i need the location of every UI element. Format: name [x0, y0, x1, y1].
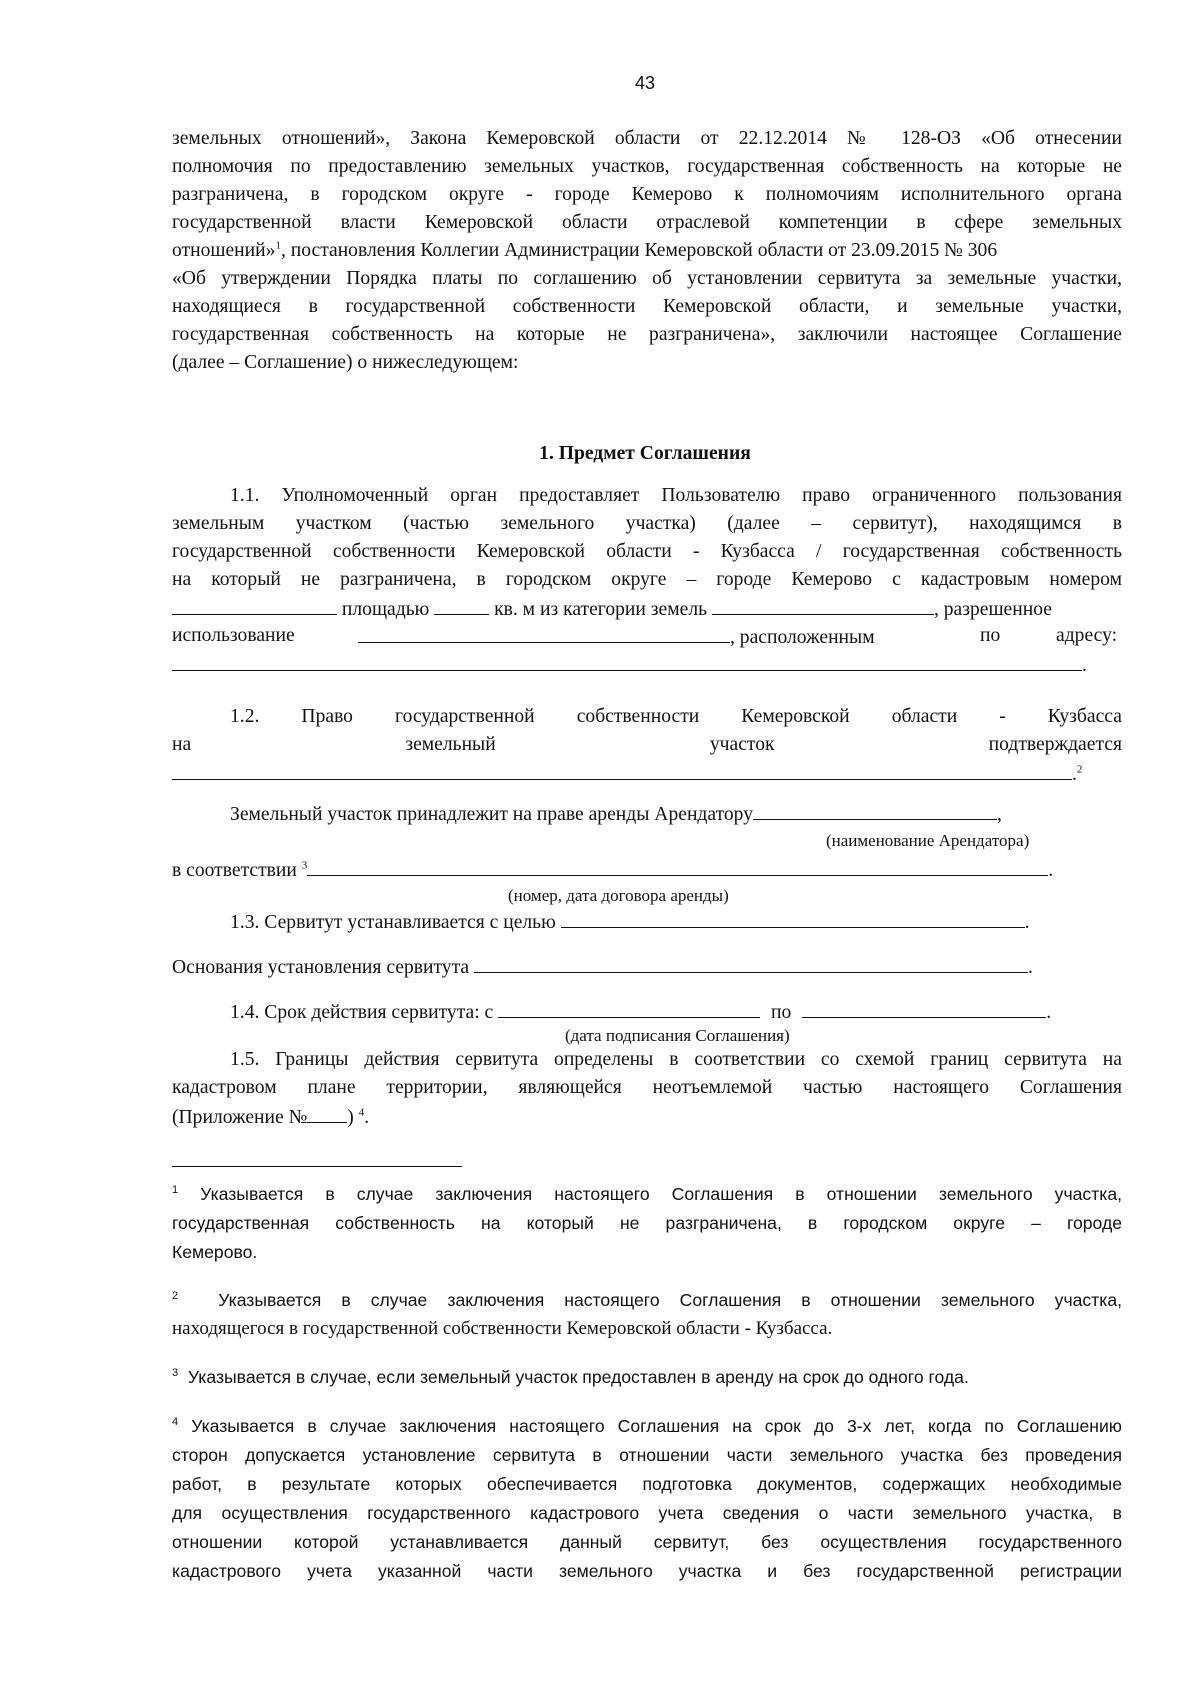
annex-label: (Приложение № — [172, 1107, 308, 1128]
intro-text: , постановления Коллегии Администрации Кемеровской области от 23.09.2015 № 306 — [280, 240, 998, 261]
footnote-text: Указывается в случае заключения настоящего Соглашения в отношении земельного участка, — [200, 1184, 1123, 1204]
purpose-label: 1.3. Сервитут устанавливается с целью — [230, 912, 556, 933]
clause-1-3 — [230, 907, 1030, 937]
end-dot: . — [1024, 912, 1030, 933]
lease-contract-blank[interactable] — [307, 855, 1048, 876]
section-title: 1. Предмет Соглашения — [539, 443, 751, 464]
footnote-text: Указывается в случае заключения настоящего Соглашения в отношении земельного участка, — [218, 1290, 1123, 1310]
word: собственности — [576, 706, 700, 727]
located-label: , расположенным — [730, 627, 875, 648]
to-label: по — [771, 1002, 792, 1023]
address-line — [172, 650, 1087, 680]
intro-line: государственная собственность на которые не разграничена», заключили настоящее Соглашение — [172, 324, 1122, 345]
footnote-line — [172, 1286, 1122, 1315]
intro-line: находящиеся в государственной собственности Кемеровской области, и земельные участки, — [172, 296, 1122, 317]
word: участок — [709, 734, 775, 755]
clause-line — [172, 731, 1122, 759]
start-date-blank[interactable] — [498, 997, 760, 1018]
clause-line: 1.1. Уполномоченный орган предоставляет Пользователю право ограниченного пользования — [230, 485, 1122, 506]
ownership-proof-blank[interactable] — [172, 759, 1072, 780]
clause-line — [172, 1102, 369, 1132]
footnote-ref-1: 1 — [275, 239, 281, 252]
footnote-ref-2: 2 — [1076, 763, 1083, 776]
tenant-line — [230, 799, 1002, 829]
word: земельный — [405, 734, 496, 755]
tenant-text: Земельный участок принадлежит на праве аренды Арендатору — [230, 804, 754, 825]
address-blank[interactable] — [172, 650, 1082, 671]
page-number: 43 — [634, 73, 656, 93]
footnote-line — [172, 1363, 1122, 1392]
footnote-num: 1 — [172, 1184, 179, 1197]
tenant-caption: (наименование Арендатора) — [826, 831, 1030, 850]
word: на — [172, 734, 192, 755]
intro-text: отношений» — [172, 240, 276, 261]
permitted-label: , разрешенное — [933, 599, 1052, 620]
grounds-blank[interactable] — [474, 952, 1028, 973]
grounds-label: Основания установления сервитута — [172, 957, 470, 978]
footnote-num: 2 — [172, 1290, 179, 1303]
intro-line: «Об утверждении Порядка платы по соглашению об установлении сервитута за земельные участки, — [172, 268, 1122, 289]
date-caption: (дата подписания Соглашения) — [565, 1026, 790, 1045]
word: Кемеровской — [741, 706, 850, 727]
clause-line — [172, 594, 1122, 624]
footnote-num: 4 — [172, 1416, 179, 1429]
clause-line: на который не разграничена, в городском округе – городе Кемерово с кадастровым номером — [172, 569, 1122, 590]
footnote-text: Указывается в случае заключения настоящего Соглашения на срок до 3-х лет, когда по Соглашению — [191, 1416, 1122, 1436]
footnote-line: Кемерово. — [172, 1242, 258, 1262]
word: области — [891, 706, 958, 727]
intro-line: полномочия по предоставлению земельных участков, государственная собственность на которые не — [172, 156, 1122, 177]
annex-number-blank[interactable] — [307, 1102, 347, 1123]
intro-line — [172, 237, 1122, 265]
footnote-separator — [172, 1166, 462, 1167]
clause-line — [172, 759, 1082, 789]
end-dot: . — [1072, 764, 1077, 785]
end-dot: . — [1028, 957, 1033, 978]
by-label: по — [980, 625, 1001, 646]
word: Кузбасса — [1047, 706, 1122, 727]
end-dot: . — [1046, 1002, 1052, 1023]
word: - — [999, 706, 1006, 727]
footnote-line: находящегося в государственной собственности Кемеровской области - Кузбасса. — [172, 1318, 833, 1339]
term-line — [230, 997, 1051, 1027]
comma: , — [997, 804, 1002, 825]
footnote-line — [172, 1180, 1122, 1209]
clause-line: государственной собственности Кемеровской области - Кузбасса / государственная собственность — [172, 541, 1122, 562]
accordance-line — [172, 855, 1053, 885]
grounds-line — [172, 952, 1033, 982]
land-category-blank[interactable] — [712, 594, 934, 615]
word: подтверждается — [988, 734, 1122, 755]
clause-line: земельным участком (частью земельного участка) (далее – сервитут), находящимся в — [172, 513, 1122, 534]
lease-caption: (номер, дата договора аренды) — [508, 886, 729, 905]
address-label: адресу: — [1056, 625, 1118, 646]
area-unit: кв. м из категории земель — [494, 599, 708, 620]
term-label: 1.4. Срок действия сервитута: с — [230, 1002, 494, 1023]
annex-close: ) — [347, 1107, 354, 1128]
end-date-blank[interactable] — [802, 997, 1046, 1018]
word: Право — [301, 706, 353, 727]
footnote-ref-4: 4 — [358, 1106, 365, 1119]
usage-label: использование — [172, 625, 295, 646]
permitted-use-blank[interactable] — [358, 622, 730, 643]
cadastral-number-blank[interactable] — [172, 594, 337, 615]
intro-line: государственной власти Кемеровской области отраслевой компетенции в сфере земельных — [172, 212, 1122, 233]
footnote-ref-3: 3 — [301, 859, 308, 872]
clause-line — [230, 703, 1122, 731]
footnote-line: сторон допускается установление сервитута в отношении части земельного участка без проведения — [172, 1445, 1122, 1465]
footnote-num: 3 — [172, 1367, 179, 1380]
usage-line — [358, 622, 875, 652]
purpose-blank[interactable] — [561, 907, 1025, 928]
footnote-line — [172, 1412, 1122, 1441]
intro-line: разграничена, в городском округе - городе Кемерово к полномочиям исполнительного органа — [172, 184, 1122, 205]
footnote-text: Указывается в случае, если земельный участок предоставлен в аренду на срок до одного года. — [187, 1367, 969, 1387]
footnote-line: работ, в результате которых обеспечивается подготовка документов, содержащих необходимые — [172, 1474, 1122, 1494]
intro-line: (далее – Соглашение) о нижеследующем: — [172, 352, 519, 373]
footnote-line: отношении которой устанавливается данный сервитут, без осуществления государственного — [172, 1532, 1122, 1552]
footnote-line: кадастрового учета указанной части земельного участка и без государственной регистрации — [172, 1561, 1122, 1581]
footnote-line: государственная собственность на который не разграничена, в городском округе – городе — [172, 1213, 1122, 1233]
footnote-line: для осуществления государственного кадастрового учета сведения о части земельного участка, в — [172, 1503, 1122, 1523]
clause-line: кадастровом плане территории, являющейся неотъемлемой частью настоящего Соглашения — [172, 1077, 1122, 1098]
end-dot: . — [1082, 655, 1087, 676]
area-blank[interactable] — [434, 594, 489, 615]
tenant-name-blank[interactable] — [753, 799, 997, 820]
end-dot: . — [364, 1107, 370, 1128]
end-dot: . — [1048, 860, 1054, 881]
clause-line: 1.5. Границы действия сервитута определены в соответствии со схемой границ сервитута на — [230, 1049, 1122, 1070]
intro-line: земельных отношений», Закона Кемеровской области от 22.12.2014 № 128-ОЗ «Об отнесении — [172, 128, 1122, 149]
word: государственной — [395, 706, 535, 727]
accordance-label: в соответствии — [172, 860, 297, 881]
area-label: площадью — [341, 599, 430, 620]
word: 1.2. — [230, 706, 260, 727]
